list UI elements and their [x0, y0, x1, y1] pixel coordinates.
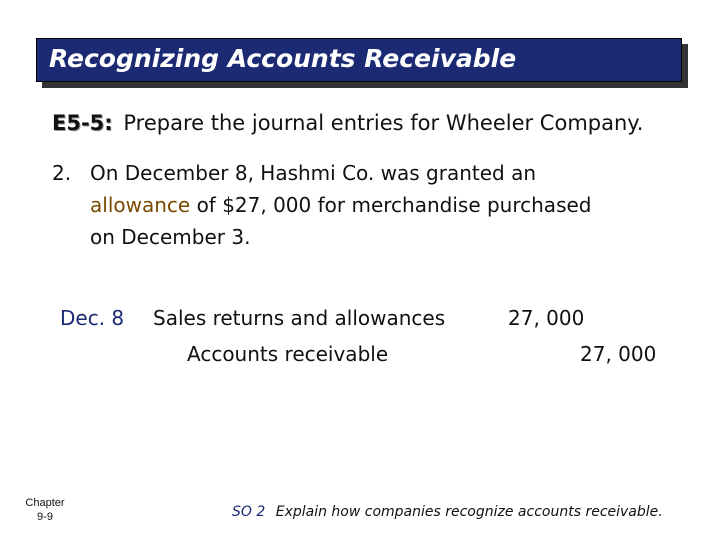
entry-date: Dec. 8: [60, 306, 125, 330]
debit-account: Sales returns and allowances: [153, 306, 446, 330]
chapter-label: [14, 496, 76, 524]
chapter-text: Chapter: [25, 497, 65, 509]
item-highlight-word: allowance: [90, 193, 191, 217]
exercise-heading: [52, 111, 643, 135]
study-objective-text: Explain how companies recognize accounts receivable.: [275, 504, 663, 520]
title-bar: [36, 38, 682, 82]
item-text-line-1: On December 8, Hashmi Co. was granted an: [90, 161, 537, 185]
item-text: [90, 157, 670, 253]
study-objective: [232, 504, 663, 520]
item-number: 2.: [52, 161, 72, 185]
item-text-line-3: on December 3.: [90, 225, 251, 249]
debit-amount: 27, 000: [508, 306, 585, 330]
credit-account: Accounts receivable: [187, 342, 389, 366]
chapter-page: 9-9: [37, 511, 53, 523]
study-objective-number: SO 2: [232, 504, 266, 520]
slide-title: Recognizing Accounts Receivable: [49, 44, 517, 73]
item-text-line-2: of $27, 000 for merchandise purchased: [196, 193, 592, 217]
credit-amount: 27, 000: [580, 342, 657, 366]
exercise-instruction: Prepare the journal entries for Wheeler Company.: [123, 111, 644, 135]
exercise-code: E5-5:: [52, 111, 113, 135]
